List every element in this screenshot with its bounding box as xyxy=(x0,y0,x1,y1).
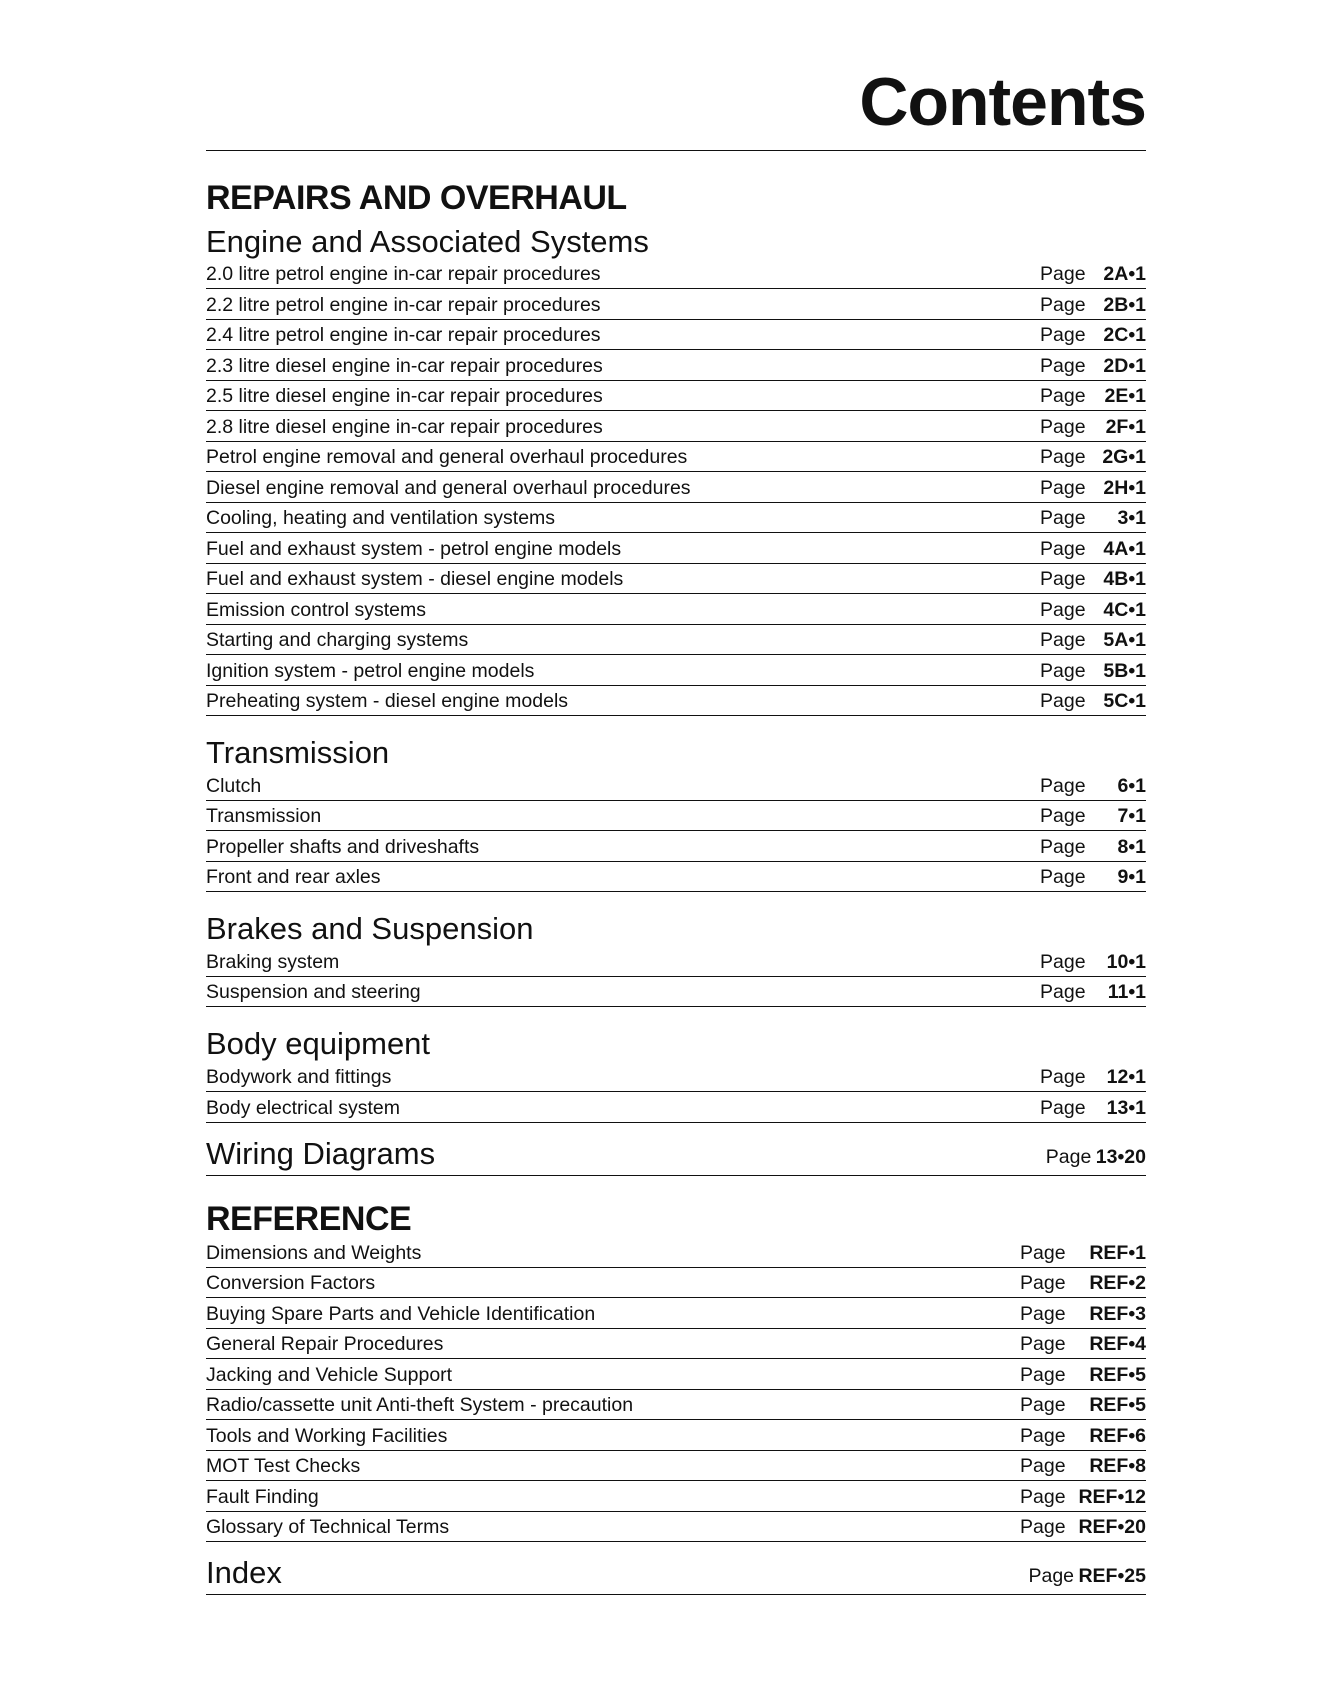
page-word: Page xyxy=(1040,446,1086,469)
page-word: Page xyxy=(1040,415,1086,438)
toc-entry-page-number: 5B•1 xyxy=(1103,659,1146,682)
toc-entry-page-number: 2A•1 xyxy=(1103,263,1146,286)
toc-entry-label: Radio/cassette unit Anti-theft System - precaution xyxy=(206,1394,634,1417)
toc-entry-row[interactable] xyxy=(206,801,1146,832)
engine-heading: Engine and Associated Systems xyxy=(206,223,649,259)
toc-entry-row[interactable] xyxy=(206,862,1146,893)
toc-entry-row[interactable] xyxy=(206,770,1146,801)
toc-entry-label: 2.2 litre petrol engine in-car repair procedures xyxy=(206,293,601,316)
page-word: Page xyxy=(1040,1066,1086,1089)
toc-entry-label: Cooling, heating and ventilation systems xyxy=(206,507,556,530)
reference-list xyxy=(206,1237,1146,1542)
toc-entry-row[interactable] xyxy=(206,381,1146,412)
page-word: Page xyxy=(1040,537,1086,560)
toc-entry-row[interactable] xyxy=(206,1512,1146,1543)
toc-entry-page-number: REF•8 xyxy=(1089,1455,1146,1478)
toc-entry-page-number: 6•1 xyxy=(1117,774,1146,797)
toc-entry-row[interactable] xyxy=(206,831,1146,862)
toc-entry-row[interactable] xyxy=(206,946,1146,977)
page-word: Page xyxy=(1040,476,1086,499)
page-word: Page xyxy=(1020,1272,1066,1295)
page-word: Page xyxy=(1040,507,1086,530)
page-word: Page xyxy=(1020,1363,1066,1386)
page-word: Page xyxy=(1020,1485,1066,1508)
toc-entry-label: Jacking and Vehicle Support xyxy=(206,1363,453,1386)
page-word: Page xyxy=(1040,293,1086,316)
repairs-heading: REPAIRS AND OVERHAUL xyxy=(206,179,627,217)
toc-entry-page-number: REF•6 xyxy=(1089,1424,1146,1447)
toc-entry-label: Propeller shafts and driveshafts xyxy=(206,835,480,858)
toc-entry-label: Emission control systems xyxy=(206,598,426,621)
toc-entry-row[interactable] xyxy=(206,1268,1146,1299)
toc-entry-page-number: 13•1 xyxy=(1106,1096,1146,1119)
toc-entry-page-number: 7•1 xyxy=(1117,805,1146,828)
toc-entry-label: 2.8 litre diesel engine in-car repair procedures xyxy=(206,415,603,438)
contents-page xyxy=(206,40,1146,1595)
toc-entry-row[interactable] xyxy=(206,1451,1146,1482)
toc-entry-label: Ignition system - petrol engine models xyxy=(206,659,535,682)
toc-entry-row[interactable] xyxy=(206,1390,1146,1421)
toc-entry-page-number: 2G•1 xyxy=(1102,446,1146,469)
toc-entry-row[interactable] xyxy=(206,259,1146,290)
toc-entry-label: Braking system xyxy=(206,950,340,973)
body-list xyxy=(206,1062,1146,1123)
page-word: Page xyxy=(1045,1145,1092,1168)
page-word: Page xyxy=(1040,774,1086,797)
body-heading: Body equipment xyxy=(206,1026,431,1062)
page-word: Page xyxy=(1020,1241,1066,1264)
toc-entry-label: Front and rear axles xyxy=(206,866,381,889)
page-word: Page xyxy=(1040,629,1086,652)
toc-entry-page-number: 10•1 xyxy=(1106,950,1146,973)
page-word: Page xyxy=(1040,659,1086,682)
toc-entry-page-number: 2E•1 xyxy=(1104,385,1146,408)
toc-entry-page-number: REF•2 xyxy=(1089,1272,1146,1295)
toc-entry-label: MOT Test Checks xyxy=(206,1455,361,1478)
toc-entry-row[interactable] xyxy=(206,472,1146,503)
toc-entry-row[interactable] xyxy=(206,1420,1146,1451)
toc-entry-page-number: 4A•1 xyxy=(1103,537,1146,560)
toc-entry-label: Suspension and steering xyxy=(206,981,421,1004)
toc-entry-label: Transmission xyxy=(206,805,322,828)
transmission-list xyxy=(206,770,1146,892)
toc-entry-row[interactable] xyxy=(206,1062,1146,1093)
toc-entry-page-number: 2C•1 xyxy=(1103,324,1146,347)
toc-entry-row[interactable] xyxy=(206,442,1146,473)
toc-entry-label: Fuel and exhaust system - petrol engine models xyxy=(206,537,622,560)
page-word: Page xyxy=(1020,1333,1066,1356)
page-word: Page xyxy=(1040,385,1086,408)
toc-entry-row[interactable] xyxy=(206,1329,1146,1360)
page-word: Page xyxy=(1020,1394,1066,1417)
toc-entry-row[interactable] xyxy=(206,411,1146,442)
toc-entry-label: General Repair Procedures xyxy=(206,1333,444,1356)
toc-entry-page-number: REF•3 xyxy=(1089,1302,1146,1325)
page-title: Contents xyxy=(206,40,1146,151)
toc-entry-page-number: 11•1 xyxy=(1107,981,1146,1004)
wiring-diagrams-row[interactable] xyxy=(206,1137,1146,1176)
toc-entry-row[interactable] xyxy=(206,1481,1146,1512)
toc-entry-page-number: 4B•1 xyxy=(1103,568,1146,591)
page-word: Page xyxy=(1040,1096,1086,1119)
toc-entry-row[interactable] xyxy=(206,533,1146,564)
toc-entry-row[interactable] xyxy=(206,1237,1146,1268)
toc-entry-page-number: 5C•1 xyxy=(1103,690,1146,713)
toc-entry-page-number: REF•5 xyxy=(1089,1363,1146,1386)
page-word: Page xyxy=(1040,805,1086,828)
toc-entry-label: Preheating system - diesel engine models xyxy=(206,690,569,713)
brakes-heading: Brakes and Suspension xyxy=(206,911,534,947)
toc-entry-label: Fault Finding xyxy=(206,1485,319,1508)
page-word: Page xyxy=(1020,1302,1066,1325)
toc-entry-row[interactable] xyxy=(206,503,1146,534)
wiring-diagrams-page: 13•20 xyxy=(1095,1145,1146,1168)
toc-entry-row[interactable] xyxy=(206,594,1146,625)
page-word: Page xyxy=(1020,1455,1066,1478)
toc-entry-page-number: REF•5 xyxy=(1089,1394,1146,1417)
toc-entry-row[interactable] xyxy=(206,686,1146,717)
engine-list xyxy=(206,259,1146,717)
toc-entry-page-number: 5A•1 xyxy=(1103,629,1146,652)
toc-entry-row[interactable] xyxy=(206,1092,1146,1123)
toc-entry-label: Buying Spare Parts and Vehicle Identification xyxy=(206,1302,596,1325)
toc-entry-row[interactable] xyxy=(206,320,1146,351)
page-word: Page xyxy=(1040,598,1086,621)
toc-entry-label: Bodywork and fittings xyxy=(206,1066,392,1089)
toc-entry-row[interactable] xyxy=(206,350,1146,381)
toc-entry-label: Tools and Working Facilities xyxy=(206,1424,448,1447)
toc-entry-label: 2.3 litre diesel engine in-car repair procedures xyxy=(206,354,603,377)
toc-entry-label: 2.0 litre petrol engine in-car repair procedures xyxy=(206,263,601,286)
page-word: Page xyxy=(1040,568,1086,591)
index-row[interactable] xyxy=(206,1556,1146,1595)
toc-entry-row[interactable] xyxy=(206,655,1146,686)
transmission-heading: Transmission xyxy=(206,735,390,771)
toc-entry-row[interactable] xyxy=(206,625,1146,656)
toc-entry-page-number: 9•1 xyxy=(1117,866,1146,889)
toc-entry-label: 2.5 litre diesel engine in-car repair procedures xyxy=(206,385,603,408)
toc-entry-page-number: REF•12 xyxy=(1078,1485,1146,1508)
index-page: REF•25 xyxy=(1078,1565,1146,1588)
page-word: Page xyxy=(1020,1516,1066,1539)
toc-entry-page-number: 3•1 xyxy=(1117,507,1146,530)
toc-entry-label: Body electrical system xyxy=(206,1096,400,1119)
toc-entry-row[interactable] xyxy=(206,1298,1146,1329)
page-word: Page xyxy=(1040,690,1086,713)
toc-entry-row[interactable] xyxy=(206,289,1146,320)
page-word: Page xyxy=(1040,263,1086,286)
toc-entry-row[interactable] xyxy=(206,564,1146,595)
toc-entry-page-number: REF•4 xyxy=(1089,1333,1146,1356)
toc-entry-label: Diesel engine removal and general overhaul procedures xyxy=(206,476,691,499)
page-word: Page xyxy=(1040,866,1086,889)
toc-entry-page-number: 2D•1 xyxy=(1103,354,1146,377)
index-heading: Index xyxy=(206,1555,282,1591)
toc-entry-page-number: 2H•1 xyxy=(1103,476,1146,499)
toc-entry-label: Starting and charging systems xyxy=(206,629,469,652)
toc-entry-page-number: 4C•1 xyxy=(1103,598,1146,621)
toc-entry-label: 2.4 litre petrol engine in-car repair procedures xyxy=(206,324,601,347)
toc-entry-row[interactable] xyxy=(206,977,1146,1008)
toc-entry-page-number: REF•20 xyxy=(1078,1516,1146,1539)
toc-entry-page-number: 12•1 xyxy=(1106,1066,1146,1089)
toc-entry-label: Conversion Factors xyxy=(206,1272,376,1295)
page-word: Page xyxy=(1020,1424,1066,1447)
toc-entry-label: Petrol engine removal and general overhaul procedures xyxy=(206,446,688,469)
toc-entry-label: Dimensions and Weights xyxy=(206,1241,422,1264)
toc-entry-page-number: 2F•1 xyxy=(1105,415,1146,438)
toc-entry-row[interactable] xyxy=(206,1359,1146,1390)
toc-entry-page-number: 2B•1 xyxy=(1103,293,1146,316)
toc-entry-label: Glossary of Technical Terms xyxy=(206,1516,450,1539)
page-word: Page xyxy=(1040,354,1086,377)
toc-entry-label: Fuel and exhaust system - diesel engine models xyxy=(206,568,624,591)
page-word: Page xyxy=(1040,835,1086,858)
brakes-list xyxy=(206,946,1146,1007)
wiring-diagrams-heading: Wiring Diagrams xyxy=(206,1135,436,1171)
page-word: Page xyxy=(1040,950,1086,973)
page-word: Page xyxy=(1040,981,1086,1004)
toc-entry-label: Clutch xyxy=(206,774,262,797)
page-word: Page xyxy=(1040,324,1086,347)
reference-heading: REFERENCE xyxy=(206,1199,412,1238)
page-word: Page xyxy=(1028,1565,1075,1588)
toc-entry-page-number: REF•1 xyxy=(1089,1241,1146,1264)
toc-entry-page-number: 8•1 xyxy=(1117,835,1146,858)
